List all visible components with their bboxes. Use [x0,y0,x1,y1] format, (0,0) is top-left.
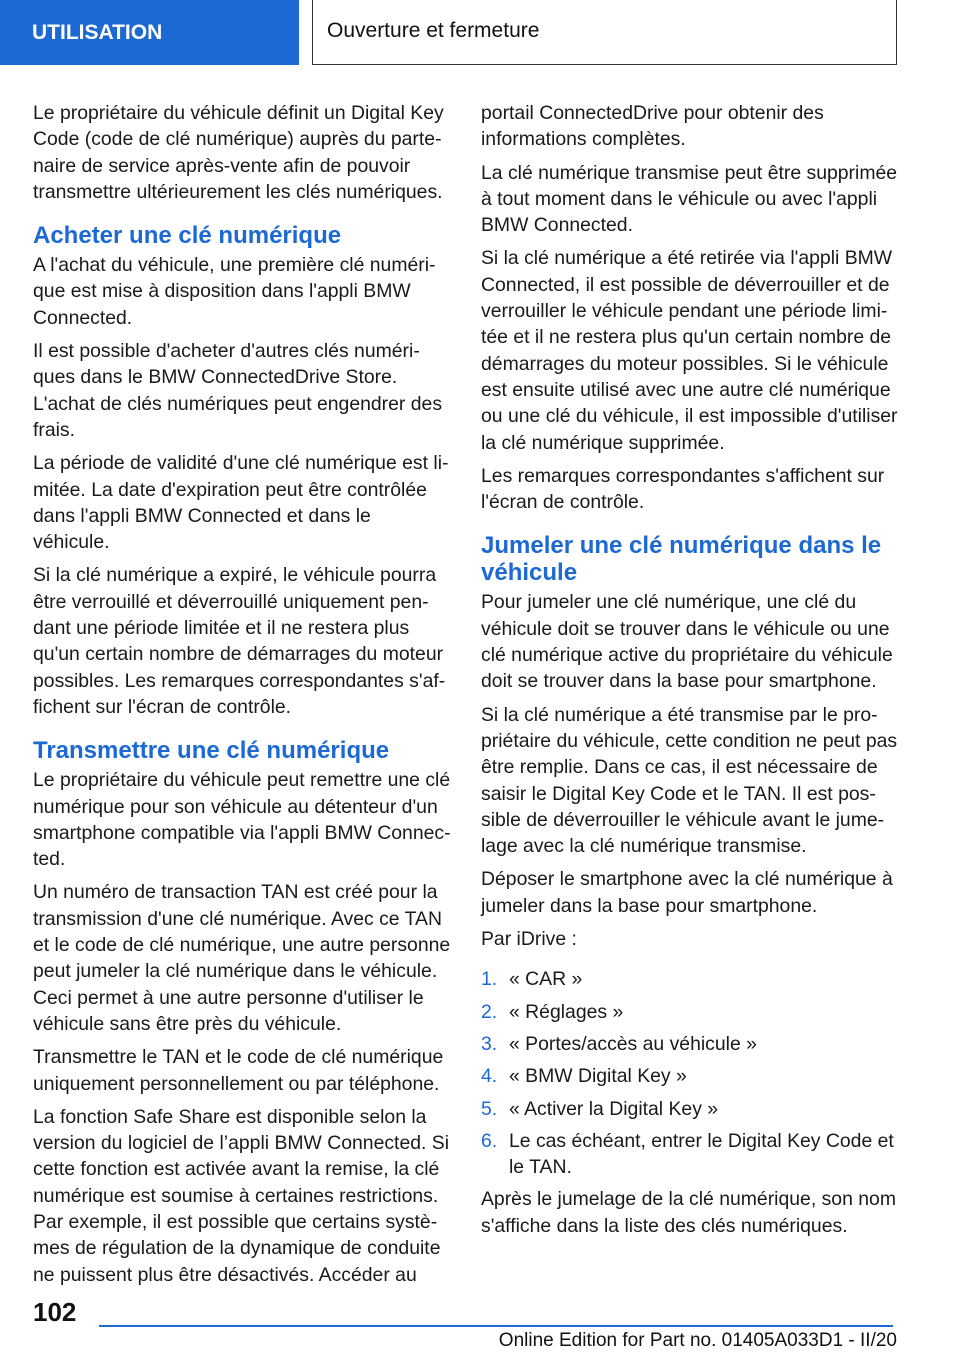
list-item [481,1096,899,1122]
list-item [481,1031,899,1057]
footer-rule [99,1325,893,1327]
list-item [481,1063,899,1089]
left-column [33,100,451,1295]
section-tab: UTILISATION [0,0,299,65]
paragraph: Si la clé numérique a été retirée via l'appli BMW Connected, il est possible de déverrouiller et de verrouiller le véhicule pendant une période limitée et il ne restera plus qu'un certain nombre de démarrages du moteur possibles. Si le véhicule est ensuite utilisé avec une autre clé numérique ou une clé du véhicule, il est impossible d'utiliser la clé numérique supprimée. [481,247,898,454]
paragraph: Si la clé numérique a été transmise par le propriétaire du véhicule, cette condition ne peut pas être remplie. Dans ce cas, il est nécessaire de saisir le Digital Key Code et le TAN. Il est possible de déverrouiller le véhicule avant le jumelage avec la clé numérique transmise. [481,703,898,858]
step-text: « Portes/accès au véhicule » [509,1032,757,1055]
page-number: 102 [33,1297,77,1327]
paragraph: A l'achat du véhicule, une première clé numérique est mise à disposition dans l'appli BMW Connected. [33,254,436,329]
paragraph: Les remarques correspondantes s'affichent sur l'écran de contrôle. [481,464,885,514]
paragraph: La clé numérique transmise peut être supprimée à tout moment dans le véhicule ou avec l'appli BMW Connected. [481,161,898,237]
heading-buy-digital-key: Acheter une clé numérique [33,222,342,250]
paragraph: Par iDrive : [481,928,577,951]
step-number: 4. [481,1065,498,1088]
edition-footer: Online Edition for Part no. 01405A033D1 - II/20 [498,1330,897,1351]
step-text: « Activer la Digital Key » [509,1097,719,1120]
list-item [481,999,899,1025]
chapter-title: Ouverture et fermeture [312,0,897,65]
step-text: « BMW Digital Key » [509,1065,687,1088]
heading-pair-digital-key: Jumeler une clé numérique dans le véhicule [481,532,882,587]
step-number: 2. [481,1000,498,1023]
paragraph: La fonction Safe Share est disponible selon la version du logiciel de l’appli BMW Connected. Si cette fonction est activée avant la remise, la clé numérique est soumise à certaines restrictions. Par exemple, il est possible que certains systèmes de régulation de la dynamique de conduite ne puissent plus être désactivés. Accéder au [33,1105,450,1286]
paragraph: Déposer le smartphone avec la clé numérique à jumeler dans la base pour smartphone. [481,868,893,917]
step-number: 1. [481,968,498,991]
right-column [481,100,899,1246]
paragraph: Si la clé numérique a expiré, le véhicule pourra être verrouillé et déverrouillé uniquement pendant une période limitée et il ne restera plus qu'un certain nombre de démarrages du moteur possibles. Les remarques correspondantes s'affichent sur l'écran de contrôle. [33,564,446,718]
paragraph: La période de validité d'une clé numérique est limitée. La date d'expiration peut être contrôlée dans l'appli BMW Connected et dans le véhicule. [33,452,449,554]
heading-transfer-digital-key: Transmettre une clé numérique [33,737,390,765]
paragraph: Le propriétaire du véhicule peut remettre une clé numérique pour son véhicule au détenteur d'un smartphone compatible via l'appli BMW Connected. [33,769,451,871]
paragraph: Un numéro de transaction TAN est créé pour la transmission d'une clé numérique. Avec ce TAN et le code de clé numérique, une autre personne peut jumeler la clé numérique dans le véhicule. Ceci permet à une autre personne d'utiliser le véhicule sans être près du véhicule. [33,881,451,1035]
step-number: 3. [481,1032,498,1055]
paragraph: Transmettre le TAN et le code de clé numérique uniquement personnellement ou par téléphone. [33,1046,444,1095]
idrive-steps-list [481,966,899,1180]
paragraph: Le propriétaire du véhicule définit un Digital Key Code (code de clé numérique) auprès du partenaire de service après-vente afin de pouvoir transmettre ultérieurement les clés numériques. [33,102,444,203]
step-text: « CAR » [509,968,583,991]
paragraph: Pour jumeler une clé numérique, une clé du véhicule doit se trouver dans le véhicule ou une clé numérique active du propriétaire du véhicule doit se trouver dans la base pour smartphone. [481,591,893,693]
list-item [481,966,899,992]
paragraph: Il est possible d'acheter d'autres clés numériques dans le BMW ConnectedDrive Store. L'achat de clés numériques peut engendrer des frais. [33,340,443,441]
paragraph: portail ConnectedDrive pour obtenir des informations complètes. [481,102,824,151]
step-number: 5. [481,1097,498,1120]
step-text: Le cas échéant, entrer le Digital Key Code et le TAN. [509,1129,894,1179]
list-item [481,1128,899,1181]
step-text: « Réglages » [509,1000,624,1023]
paragraph: Après le jumelage de la clé numérique, son nom s'affiche dans la liste des clés numériques. [481,1188,896,1237]
step-number: 6. [481,1129,498,1152]
